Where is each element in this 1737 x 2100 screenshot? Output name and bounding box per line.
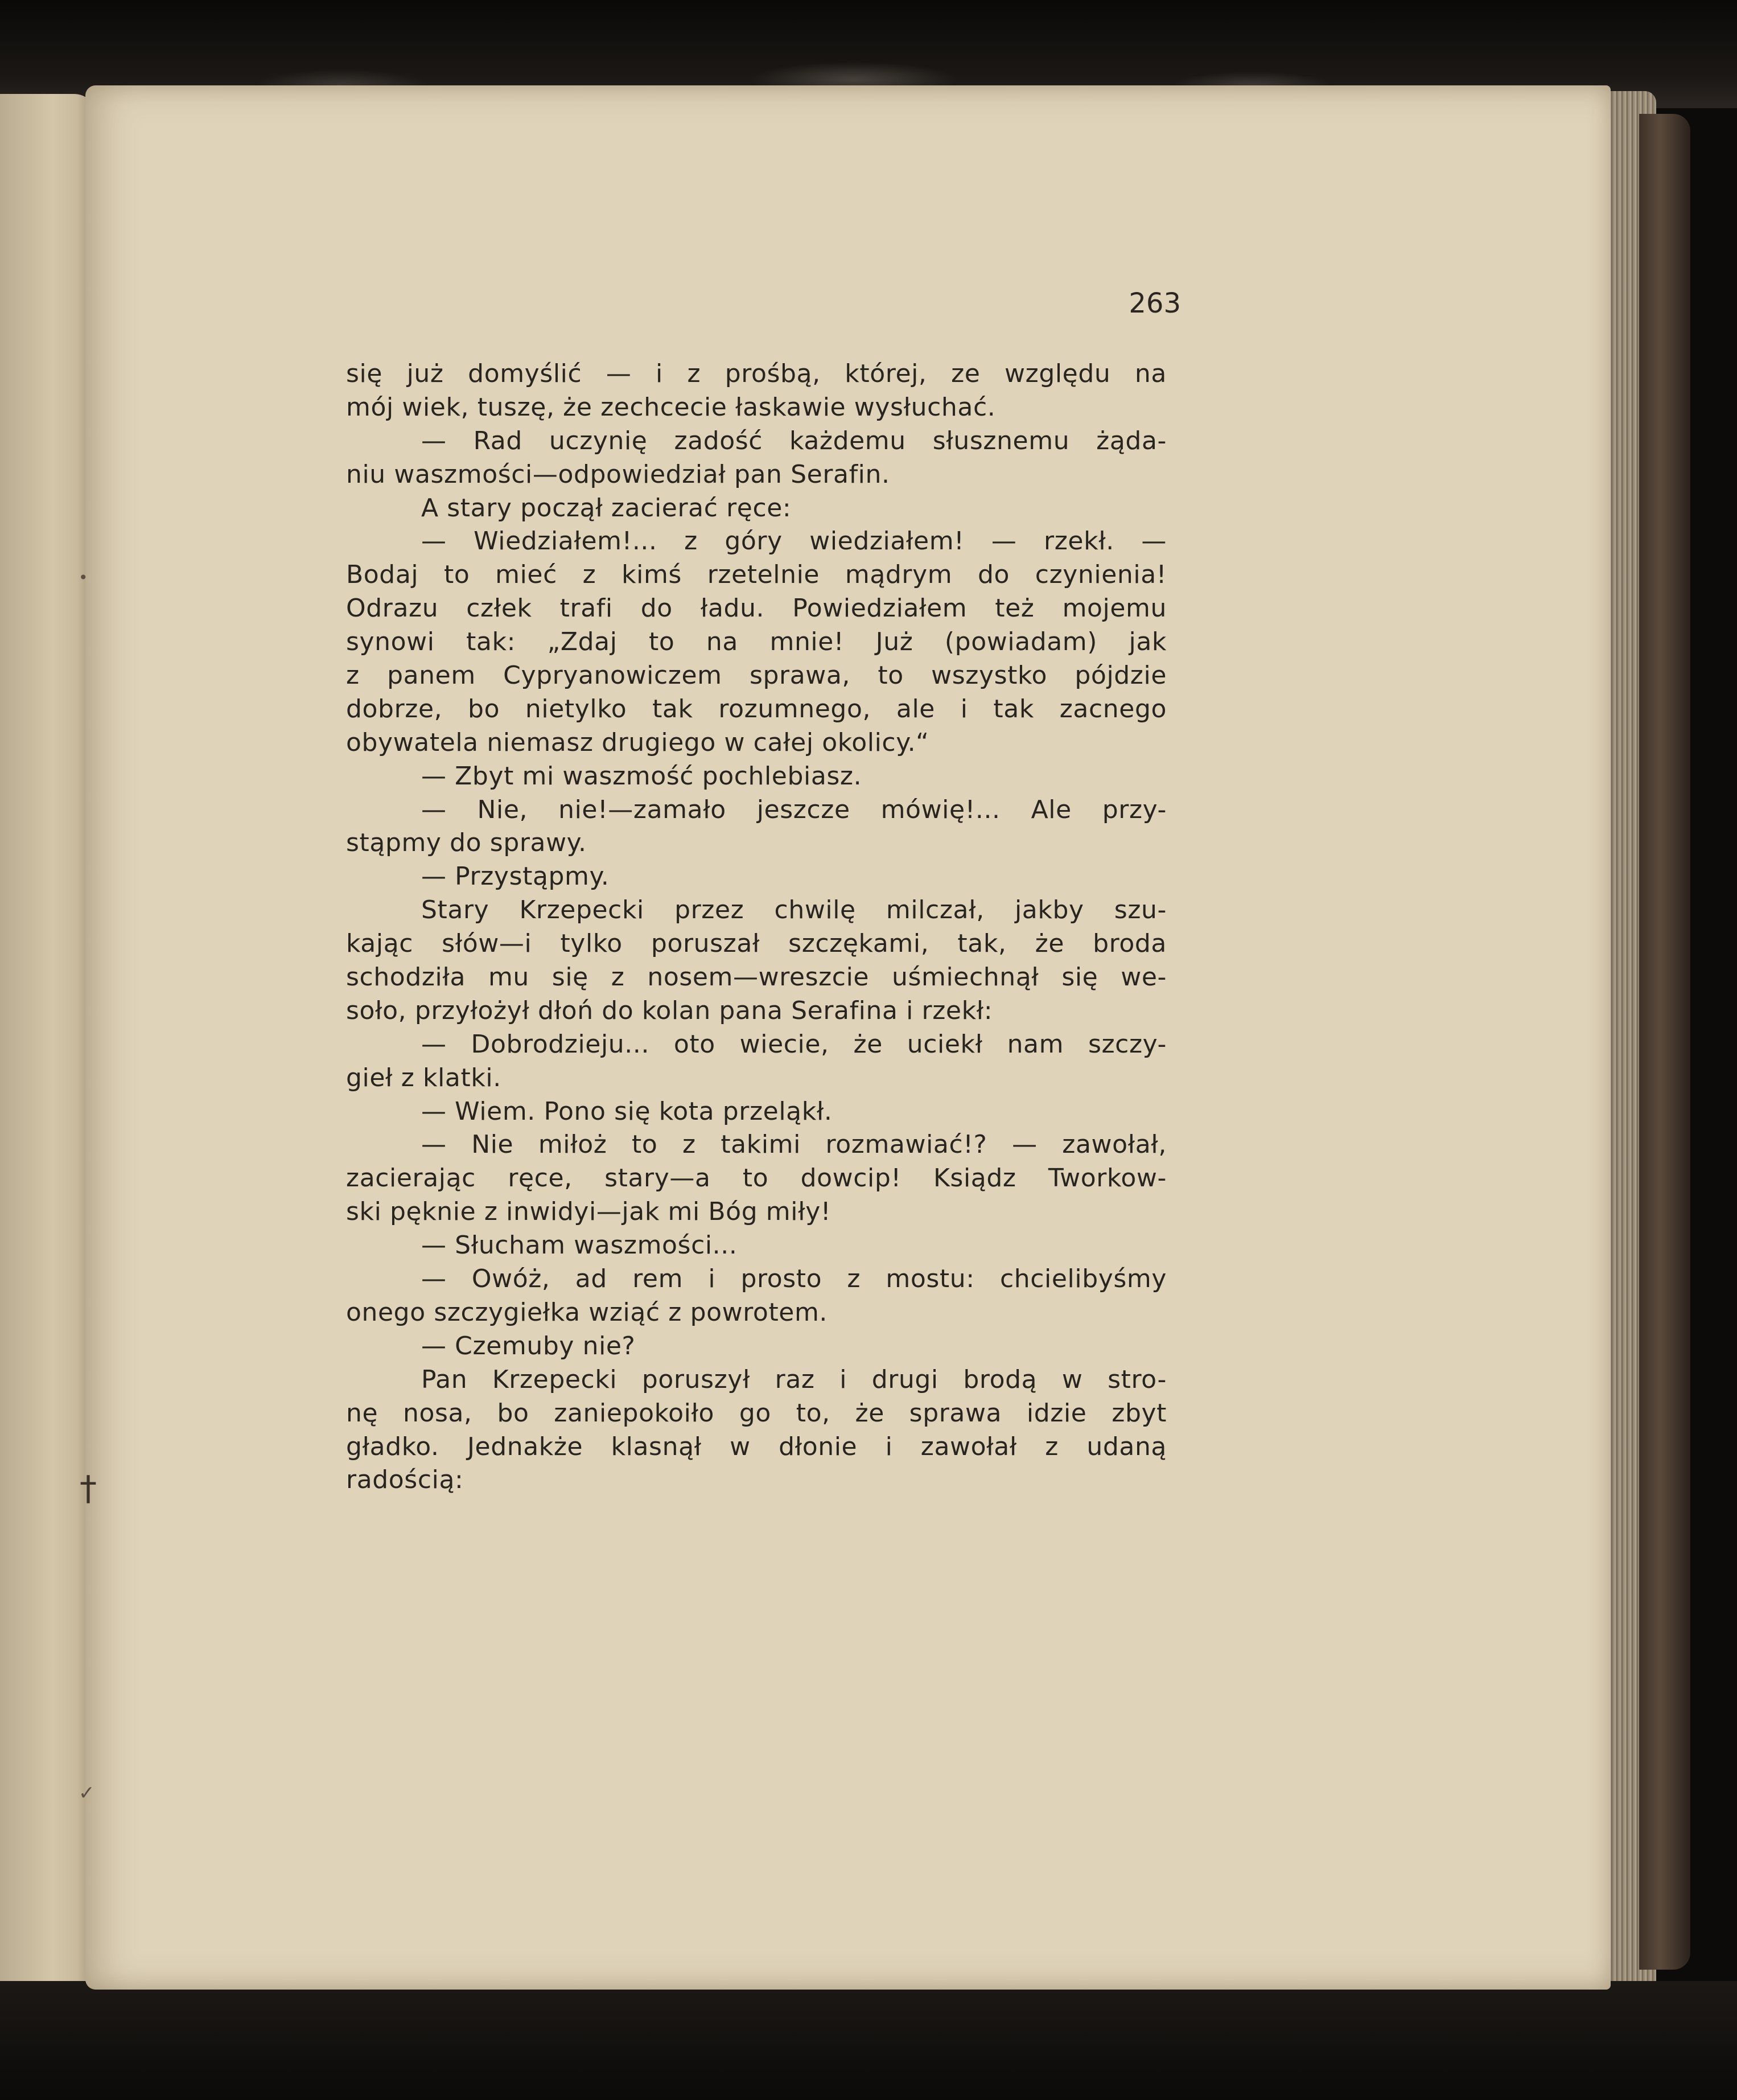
text-line: radością: [346,1465,464,1495]
text-line: Odrazu człek trafi do ładu. Powiedziałem też mojemu [346,594,1167,623]
text-line: Pan Krzepecki poruszył raz i drugi brodą w stro- [421,1365,1167,1394]
text-line: z panem Cypryanowiczem sprawa, to wszystko pójdzie [346,661,1167,691]
text-line: kając słów—i tylko poruszał szczękami, tak, że broda [346,929,1167,959]
text-line: — Nie, nie!—zamało jeszcze mówię!... Ale przy- [421,795,1167,824]
text-line: — Owóż, ad rem i prosto z mostu: chcielibyśmy [421,1264,1167,1294]
text-line: się już domyślić — i z prośbą, której, ze względu na [346,359,1167,388]
text-line: — Zbyt mi waszmość pochlebiasz. [421,761,862,791]
text-line: obywatela niemasz drugiego w całej okolicy.“ [346,728,929,757]
text-line: onego szczygiełka wziąć z powrotem. [346,1297,828,1327]
text-line: stąpmy do sprawy. [346,828,587,858]
text-line: mój wiek, tuszę, że zechcecie łaskawie wysłuchać. [346,392,996,422]
text-line: Stary Krzepecki przez chwilę milczał, jakby szu- [421,895,1167,925]
text-line: zacierając ręce, stary—a to dowcip! Ksiądz Tworkow- [346,1164,1167,1193]
text-line: A stary począł zacierać ręce: [421,493,792,523]
bottom-shadow [0,1981,1737,2100]
text-line: ski pęknie z inwidyi—jak mi Bóg miły! [346,1197,832,1227]
text-line: — Wiem. Pono się kota przeląkł. [421,1096,833,1126]
text-line: — Słucham waszmości... [421,1231,738,1260]
text-line: synowi tak: „Zdaj to na mnie! Już (powiadam) jak [346,627,1167,657]
margin-mark: † [80,1469,97,1509]
body-text [346,357,1167,1497]
text-line: niu waszmości—odpowiedział pan Serafin. [346,459,890,489]
text-line: — Wiedziałem!... z góry wiedziałem! — rzekł. — [421,527,1167,556]
text-line: — Nie miłoż to z takimi rozmawiać!? — zawołał, [421,1130,1167,1160]
text-line: gładko. Jednakże klasnął w dłonie i zawołał z udaną [346,1432,1167,1461]
text-line: gieł z klatki. [346,1063,501,1092]
book-spine-edge [1639,114,1690,1970]
text-line: — Czemuby nie? [421,1331,636,1361]
left-facing-page [0,94,97,2001]
text-line: schodziła mu się z nosem—wreszcie uśmiechnął się we- [346,963,1167,992]
margin-mark: • [79,568,88,587]
margin-mark: ✓ [79,1782,95,1805]
text-line: — Rad uczynię zadość każdemu słusznemu żąda- [421,426,1167,455]
text-line: nę nosa, bo zaniepokoiło go to, że sprawa idzie zbyt [346,1398,1167,1428]
text-line: — Dobrodzieju... oto wiecie, że uciekł nam szczy- [421,1029,1167,1059]
text-line: dobrze, bo nietylko tak rozumnego, ale i tak zacnego [346,694,1167,724]
text-line: — Przystąpmy. [421,862,610,891]
page-number: 263 [1129,287,1181,319]
text-line: Bodaj to mieć z kimś rzetelnie mądrym do czynienia! [346,560,1167,590]
text-line: soło, przyłożył dłoń do kolan pana Serafina i rzekł: [346,996,993,1025]
